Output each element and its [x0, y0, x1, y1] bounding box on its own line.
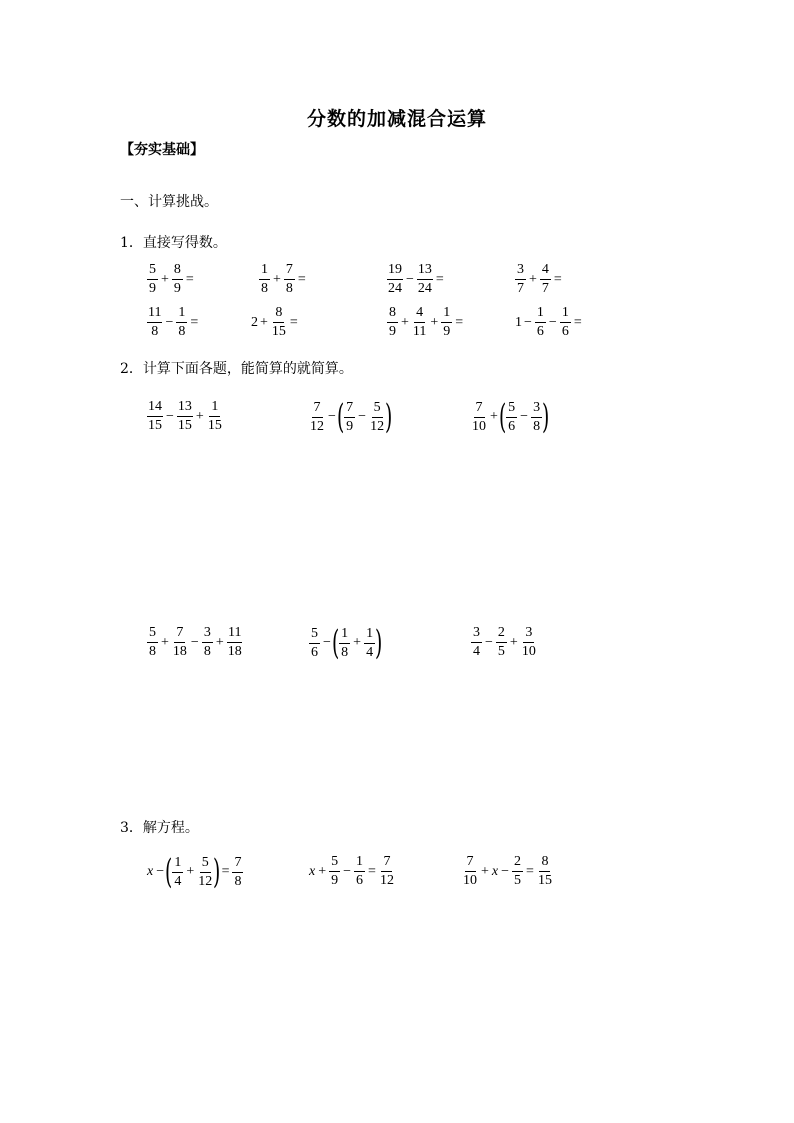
fraction — [344, 401, 355, 434]
fraction — [284, 263, 295, 296]
denominator: 18 — [172, 644, 187, 659]
parenthesis: ( — [165, 852, 173, 892]
denominator: 5 — [514, 873, 522, 888]
fraction — [540, 263, 551, 296]
fraction — [172, 263, 183, 296]
numerator: 5 — [147, 263, 158, 280]
numerator: 5 — [506, 401, 517, 418]
numerator: 1 — [176, 306, 187, 323]
denominator: 10 — [521, 644, 536, 659]
numerator: 1 — [172, 856, 183, 873]
fraction — [227, 626, 243, 659]
numerator: 11 — [147, 306, 162, 323]
fraction — [354, 855, 365, 888]
operator: + — [353, 635, 362, 650]
denominator: 9 — [346, 418, 354, 434]
fraction — [339, 627, 350, 660]
operator: + — [186, 864, 195, 879]
numerator: 5 — [200, 856, 211, 873]
denominator: 15 — [537, 873, 552, 888]
fraction — [147, 400, 163, 433]
numerator: 1 — [354, 855, 365, 872]
denominator: 8 — [149, 644, 156, 659]
numerator: 3 — [202, 626, 213, 643]
question-1-label: 1．直接写得数。 — [120, 235, 227, 251]
page-title: 分数的加减混合运算 — [306, 108, 487, 130]
numerator: 7 — [344, 401, 355, 418]
denominator: 24 — [388, 281, 402, 296]
denominator: 4 — [366, 644, 374, 660]
fraction — [379, 855, 395, 888]
numerator: 5 — [372, 401, 383, 418]
q1-expr-6 — [251, 306, 300, 339]
denominator: 9 — [149, 281, 156, 296]
operator: − — [358, 409, 367, 424]
numerator: 7 — [381, 855, 392, 872]
operator: + — [161, 271, 169, 287]
denominator: 7 — [541, 281, 549, 296]
operator: = — [368, 863, 376, 879]
q3-equation-3 — [461, 855, 554, 888]
numerator: 13 — [177, 400, 193, 417]
numerator: 1 — [441, 306, 452, 323]
operator: − — [485, 634, 493, 650]
denominator: 6 — [311, 644, 318, 660]
denominator: 15 — [207, 418, 222, 433]
fraction — [147, 263, 158, 296]
denominator: 10 — [463, 873, 477, 888]
variable-x: x — [147, 864, 154, 879]
q1-expr-8 — [515, 306, 584, 339]
operator: + — [529, 271, 537, 287]
numerator: 2 — [496, 626, 507, 643]
fraction — [506, 401, 517, 434]
q2-expr-1 — [146, 400, 224, 433]
denominator: 15 — [177, 418, 192, 433]
operator: + — [318, 863, 327, 879]
parenthesis: ) — [385, 397, 393, 437]
question-2-label: 2．计算下面各题，能简算的就简算。 — [120, 361, 353, 377]
denominator: 12 — [198, 873, 213, 889]
denominator: 15 — [271, 324, 286, 339]
operator: + — [273, 271, 281, 287]
fraction — [259, 263, 270, 296]
operator: + — [401, 314, 409, 330]
fraction — [197, 856, 213, 889]
fraction — [309, 401, 325, 434]
operator: = — [190, 314, 199, 330]
q1-expr-2 — [258, 263, 308, 296]
denominator: 12 — [370, 418, 385, 434]
operator: + — [509, 634, 518, 650]
fraction — [202, 626, 213, 659]
fraction — [309, 627, 320, 660]
numerator: 8 — [273, 306, 284, 323]
denominator: 9 — [173, 281, 181, 296]
denominator: 8 — [203, 644, 211, 659]
operator: − — [501, 863, 510, 879]
operator: = — [221, 864, 230, 879]
denominator: 9 — [331, 873, 339, 888]
parenthesis: ( — [331, 623, 340, 663]
fraction — [462, 855, 478, 888]
q2-expr-5 — [308, 623, 383, 663]
q1-expr-3 — [386, 263, 446, 296]
q1-expr-5 — [146, 306, 200, 339]
denominator: 11 — [412, 324, 427, 339]
fraction — [531, 401, 542, 434]
numerator: 5 — [147, 626, 158, 643]
denominator: 9 — [443, 324, 451, 339]
operator: = — [553, 271, 562, 287]
numerator: 8 — [387, 306, 398, 323]
denominator: 6 — [356, 873, 364, 888]
numerator: 7 — [284, 263, 295, 280]
fraction — [147, 306, 162, 339]
q1-expr-4 — [514, 263, 564, 296]
denominator: 12 — [310, 418, 324, 434]
question-3-label: 3．解方程。 — [120, 820, 199, 836]
operator: − — [328, 409, 336, 424]
operator: − — [343, 863, 352, 879]
q2-expr-2 — [308, 397, 393, 437]
part-heading: 一、计算挑战。 — [120, 194, 218, 210]
operator: = — [526, 863, 534, 879]
q3-equation-2 — [308, 855, 396, 888]
fraction — [147, 626, 158, 659]
operator: + — [490, 409, 498, 424]
q2-expr-4 — [146, 626, 244, 659]
fraction — [535, 306, 546, 339]
denominator: 4 — [473, 644, 480, 659]
operator: 2 — [251, 314, 258, 330]
numerator: 7 — [174, 626, 185, 643]
operator: − — [520, 409, 529, 424]
denominator: 8 — [178, 324, 186, 339]
numerator: 1 — [339, 627, 350, 644]
operator: − — [190, 634, 199, 650]
denominator: 6 — [561, 324, 569, 339]
numerator: 1 — [259, 263, 270, 280]
fraction — [172, 626, 188, 659]
operator: − — [548, 314, 557, 330]
fraction — [512, 855, 523, 888]
denominator: 5 — [497, 644, 505, 659]
parenthesis: ( — [336, 397, 345, 437]
operator: = — [185, 271, 194, 287]
operator: + — [430, 314, 439, 330]
denominator: 6 — [536, 324, 544, 339]
parenthesis: ) — [213, 852, 221, 892]
fraction — [417, 263, 433, 296]
numerator: 14 — [147, 400, 163, 417]
numerator: 3 — [531, 401, 542, 418]
fraction — [515, 263, 526, 296]
q2-expr-6 — [470, 626, 538, 659]
fraction — [387, 263, 403, 296]
operator: + — [481, 863, 489, 879]
denominator: 24 — [417, 281, 432, 296]
parenthesis: ) — [375, 623, 383, 663]
operator: − — [524, 314, 532, 330]
q2-expr-3 — [470, 397, 550, 437]
denominator: 15 — [148, 418, 162, 433]
operator: + — [161, 634, 169, 650]
denominator: 8 — [285, 281, 293, 296]
q1-expr-1 — [146, 263, 196, 296]
numerator: 3 — [523, 626, 534, 643]
fraction — [207, 400, 223, 433]
fraction — [176, 306, 187, 339]
numerator: 11 — [227, 626, 242, 643]
denominator: 12 — [379, 873, 394, 888]
operator: = — [573, 314, 582, 330]
denominator: 18 — [227, 644, 242, 659]
numerator: 1 — [535, 306, 546, 323]
operator: − — [406, 271, 414, 287]
numerator: 7 — [232, 856, 243, 873]
numerator: 2 — [512, 855, 523, 872]
fraction — [329, 855, 340, 888]
fraction — [471, 401, 487, 434]
numerator: 13 — [417, 263, 433, 280]
numerator: 3 — [515, 263, 526, 280]
denominator: 8 — [151, 324, 159, 339]
numerator: 19 — [387, 263, 403, 280]
numerator: 5 — [309, 627, 320, 644]
numerator: 7 — [312, 401, 323, 418]
numerator: 4 — [540, 263, 551, 280]
numerator: 8 — [172, 263, 183, 280]
variable-x: x — [309, 863, 316, 879]
fraction — [537, 855, 553, 888]
numerator: 4 — [414, 306, 425, 323]
denominator: 8 — [341, 644, 349, 660]
operator: = — [297, 271, 306, 287]
numerator: 8 — [539, 855, 550, 872]
parenthesis: ( — [498, 397, 507, 437]
numerator: 7 — [474, 401, 485, 418]
fraction — [521, 626, 537, 659]
fraction — [441, 306, 452, 339]
denominator: 10 — [472, 418, 486, 434]
fraction — [369, 401, 385, 434]
operator: 1 — [515, 314, 522, 330]
denominator: 9 — [389, 324, 396, 339]
parenthesis: ) — [542, 397, 550, 437]
denominator: 7 — [517, 281, 524, 296]
denominator: 8 — [261, 281, 268, 296]
numerator: 1 — [560, 306, 571, 323]
operator: − — [165, 314, 174, 330]
operator: = — [435, 271, 444, 287]
denominator: 8 — [234, 873, 242, 889]
variable-x: x — [491, 863, 499, 879]
fraction — [412, 306, 427, 339]
operator: − — [323, 635, 331, 650]
numerator: 1 — [364, 627, 375, 644]
operator: − — [156, 864, 165, 879]
denominator: 4 — [174, 873, 182, 889]
fraction — [177, 400, 193, 433]
fraction — [172, 856, 183, 889]
numerator: 7 — [465, 855, 476, 872]
q1-expr-7 — [386, 306, 465, 339]
denominator: 8 — [533, 418, 541, 434]
operator: + — [215, 634, 224, 650]
fraction — [364, 627, 375, 660]
fraction — [560, 306, 571, 339]
denominator: 6 — [508, 418, 516, 434]
operator: − — [166, 408, 174, 424]
fraction — [271, 306, 287, 339]
fraction — [471, 626, 482, 659]
fraction — [387, 306, 398, 339]
section-label: 【夯实基础】 — [120, 142, 204, 158]
operator: = — [289, 314, 298, 330]
operator: + — [195, 408, 204, 424]
numerator: 3 — [471, 626, 482, 643]
operator: + — [260, 314, 268, 330]
q3-equation-1 — [146, 852, 244, 892]
fraction — [496, 626, 507, 659]
numerator: 5 — [329, 855, 340, 872]
numerator: 1 — [209, 400, 220, 417]
fraction — [232, 856, 243, 889]
operator: = — [455, 314, 464, 330]
